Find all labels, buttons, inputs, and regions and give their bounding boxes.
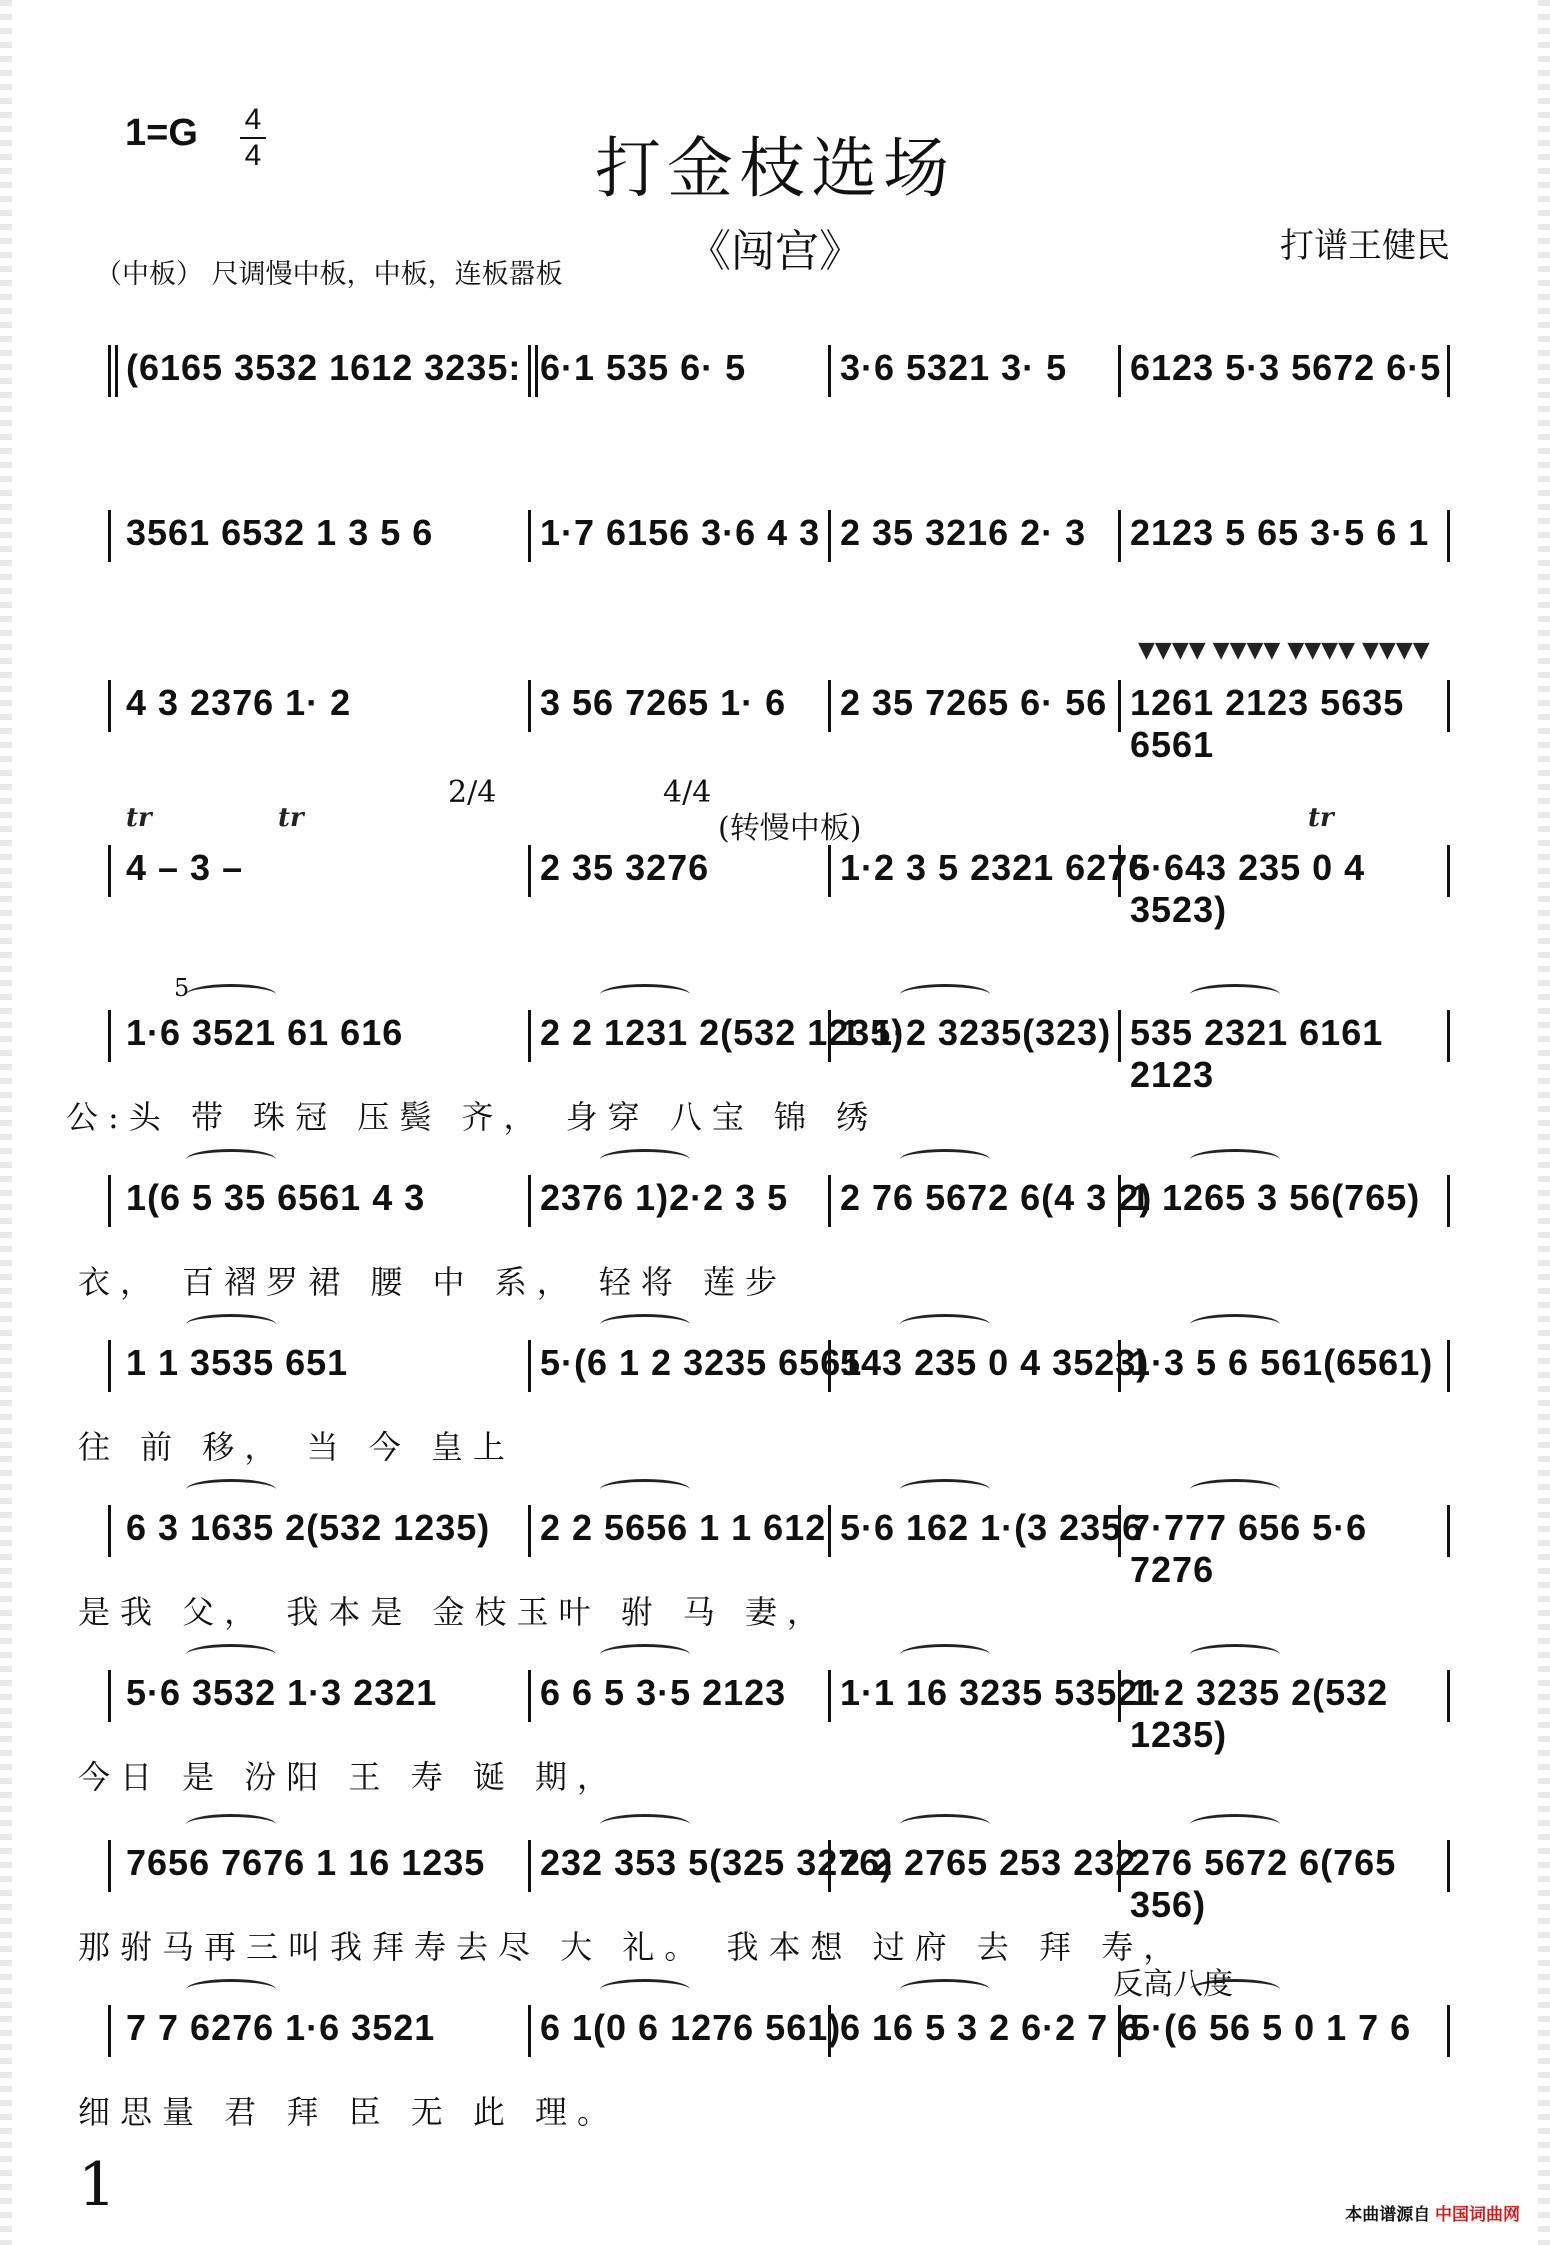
barline (528, 1010, 531, 1062)
slur-mark (1190, 1814, 1280, 1835)
transcriber-credit: 打谱王健民 (1280, 226, 1450, 266)
slur-mark (600, 1814, 690, 1835)
barline (1447, 1340, 1450, 1392)
notation-line (108, 1010, 1450, 1095)
measure: 6·1 535 6· 5 (540, 347, 747, 388)
lyrics-line: 公:头 带 珠冠 压鬓 齐， 身穿 八宝 锦 绣 (66, 1098, 879, 1136)
barline (828, 1175, 831, 1227)
barline (828, 1670, 831, 1722)
slur-mark (600, 1149, 690, 1170)
measure: 2 2 1231 2(532 1235) (540, 1012, 905, 1053)
score-title: 打金枝选场 (595, 130, 955, 207)
trill-mark: tr (126, 803, 152, 833)
slur-mark (900, 1479, 990, 1500)
trill-mark: tr (278, 803, 304, 833)
slur-mark (1190, 1314, 1280, 1335)
slur-mark (186, 1149, 276, 1170)
measure: 3 56 7265 1· 6 (540, 682, 787, 723)
slur-mark (186, 1814, 276, 1835)
measure: 5·(6 1 2 3235 6561 (540, 1342, 863, 1383)
page-number: 1 (78, 2150, 117, 2220)
barline (108, 1340, 111, 1392)
measure: 1(6 5 35 6561 4 3 (126, 1177, 426, 1218)
source-label: 本曲谱源自 (1345, 2205, 1431, 2224)
music-system (78, 1840, 1450, 1966)
measure: 2 76 5672 6(4 3 2) (840, 1177, 1153, 1218)
measure: 6 16 5 3 2 6·2 7 6 (840, 2007, 1141, 2048)
notation-line (108, 1840, 1450, 1925)
measure: 5·643 235 0 4 3523) (1130, 847, 1366, 930)
score-subtitle: 《闯宫》 (687, 226, 863, 277)
measure: 2 2 2765 253 232 (840, 1842, 1137, 1883)
barline (1447, 510, 1450, 562)
measure: 1·2 3235 2(532 1235) (1130, 1672, 1389, 1755)
music-system (78, 1670, 1450, 1796)
tempo-marking: （中板） 尺调慢中板，中板，连板嚣板 (95, 259, 563, 290)
barline (108, 845, 111, 897)
barline (1447, 2005, 1450, 2057)
music-system (108, 510, 1450, 630)
source-credit (1345, 2200, 1520, 2225)
measure: 5·6 3532 1·3 2321 (126, 1672, 438, 1713)
grace-note: 5 (174, 974, 190, 1002)
barline (1118, 1010, 1121, 1062)
measure: 3561 6532 1 3 5 6 (126, 512, 434, 553)
music-system (108, 345, 1450, 465)
lyrics-line: 往 前 移， 当 今 皇上 (78, 1428, 515, 1466)
meter-change: 2/4 (448, 775, 497, 810)
music-system (78, 1175, 1450, 1301)
notation-line (108, 1340, 1450, 1396)
measure: 4 – 3 – (126, 847, 244, 888)
measure: 6 6 5 3·5 2123 (540, 1672, 787, 1713)
barline (108, 1670, 111, 1722)
slur-mark (600, 984, 690, 1005)
barline (828, 845, 831, 897)
measure: 232 353 5(325 3276) (540, 1842, 894, 1883)
measure: 1 1·2 3235(323) (840, 1012, 1112, 1053)
notation-line (108, 845, 1450, 930)
measure: 2 35 7265 6· 56 (840, 682, 1108, 723)
measure: 543 235 0 4 3523) (840, 1342, 1150, 1383)
measure: 6123 5·3 5672 6·5 (1130, 347, 1442, 388)
barline (528, 1340, 531, 1392)
lyrics-line: 衣， 百褶罗裙 腰 中 系， 轻将 莲步 (78, 1263, 788, 1301)
slur-mark (186, 1479, 276, 1500)
source-site: 中国词曲网 (1435, 2205, 1520, 2224)
barline (108, 2005, 111, 2057)
barline (528, 1840, 531, 1892)
barline (528, 2005, 531, 2057)
barline (828, 345, 831, 397)
slur-mark (186, 1979, 276, 2000)
measure: 1·2 3 5 2321 6276 (840, 847, 1150, 888)
barline (528, 1505, 531, 1557)
barline (828, 1505, 831, 1557)
lyrics-line: 细思量 君 拜 臣 无 此 理。 (78, 2093, 620, 2131)
notation-line (108, 1670, 1450, 1755)
barline (1118, 680, 1121, 732)
notation-line (108, 1505, 1450, 1590)
music-system (78, 1340, 1450, 1466)
barline (108, 345, 118, 397)
notation-line (108, 510, 1450, 566)
notation-line (108, 680, 1450, 765)
measure: 7·777 656 5·6 7276 (1130, 1507, 1368, 1590)
notation-line (108, 2005, 1450, 2061)
meter-top: 4 (244, 103, 262, 136)
barline (1118, 510, 1121, 562)
measure: 2 35 3216 2· 3 (840, 512, 1087, 553)
barline (528, 680, 531, 732)
meter-change: 4/4 (663, 775, 712, 810)
measure: 276 5672 6(765 356) (1130, 1842, 1397, 1925)
measure: 1·1 16 3235 53521 (840, 1672, 1160, 1713)
barline (108, 680, 111, 732)
measure: 6 3 1635 2(532 1235) (126, 1507, 491, 1548)
measure: (6165 3532 1612 3235: (126, 347, 522, 388)
measure: 1261 2123 5635 6561 (1130, 682, 1405, 765)
measure: 2123 5 65 3·5 6 1 (1130, 512, 1430, 553)
slur-mark (900, 1149, 990, 1170)
measure: 7 7 6276 1·6 3521 (126, 2007, 436, 2048)
music-system (108, 638, 1450, 800)
barline (528, 1175, 531, 1227)
barline (1118, 345, 1121, 397)
trill-mark: tr (1308, 803, 1334, 833)
barline (1447, 1175, 1450, 1227)
barline (1447, 345, 1450, 397)
slur-mark (900, 1644, 990, 1665)
tempo-change: (转慢中板) (718, 811, 862, 846)
music-system (108, 775, 1450, 965)
meter-bottom: 4 (244, 139, 262, 172)
measure: 2 2 5656 1 1 612 (540, 1507, 827, 1548)
key-signature: 1=G (125, 112, 198, 154)
barline (108, 1840, 111, 1892)
measure: 1·6 3521 61 616 (126, 1012, 404, 1053)
measure: 3·6 5321 3· 5 (840, 347, 1068, 388)
slur-mark (1190, 984, 1280, 1005)
barline (108, 510, 111, 562)
lyrics-line: 今日 是 汾阳 王 寿 诞 期， (78, 1758, 620, 1796)
right-border-strip (1538, 0, 1550, 2245)
measure: 535 2321 6161 2123 (1130, 1012, 1384, 1095)
measure: 1·3 5 6 561(6561) (1130, 1342, 1434, 1383)
lyrics-line: 是我 父， 我本是 金枝玉叶 驸 马 妻， (78, 1593, 830, 1631)
slur-mark (900, 1814, 990, 1835)
slur-mark (600, 1979, 690, 2000)
barline (108, 1505, 111, 1557)
measure: 5·6 162 1·(3 2356 (840, 1507, 1144, 1548)
slur-mark (900, 1979, 990, 2000)
barline (528, 345, 538, 397)
slur-mark (600, 1644, 690, 1665)
slur-mark (900, 1314, 990, 1335)
measure: 1·7 6156 3·6 4 3 (540, 512, 821, 553)
slur-mark (186, 1314, 276, 1335)
measure: 1 1 3535 651 (126, 1342, 349, 1383)
measure: 1 1265 3 56(765) (1130, 1177, 1421, 1218)
measure: 2376 1)2·2 3 5 (540, 1177, 789, 1218)
slur-mark (600, 1479, 690, 1500)
measure: 7656 7676 1 16 1235 (126, 1842, 486, 1883)
barline (108, 1010, 111, 1062)
slur-mark (600, 1314, 690, 1335)
barline (108, 1175, 111, 1227)
measure: 2 35 3276 (540, 847, 710, 888)
slur-mark (1190, 1479, 1280, 1500)
measure: 4 3 2376 1· 2 (126, 682, 352, 723)
notation-line (108, 345, 1450, 401)
measure: 5·(6 56 5 0 1 7 6 (1130, 2007, 1412, 2048)
music-system (78, 1505, 1450, 1631)
slur-mark (900, 984, 990, 1005)
slur-mark (186, 984, 276, 1005)
octave-annotation: 反高八度 (1113, 1967, 1233, 2002)
accent-marks: ▼▼▼▼ ▼▼▼▼ ▼▼▼▼ ▼▼▼▼ (1138, 638, 1430, 663)
left-border-strip (0, 0, 12, 2245)
barline (828, 680, 831, 732)
barline (528, 1670, 531, 1722)
slur-mark (1190, 1644, 1280, 1665)
barline (828, 510, 831, 562)
notation-line (108, 1175, 1450, 1231)
barline (528, 510, 531, 562)
lyrics-line: 那驸马再三叫我拜寿去尽 大 礼。 我本想 过府 去 拜 寿， (78, 1928, 1186, 1966)
slur-mark (186, 1644, 276, 1665)
barline (528, 845, 531, 897)
measure: 6 1(0 6 1276 561) (540, 2007, 842, 2048)
slur-mark (1190, 1149, 1280, 1170)
music-system (66, 974, 1450, 1136)
music-system (78, 1967, 1450, 2131)
